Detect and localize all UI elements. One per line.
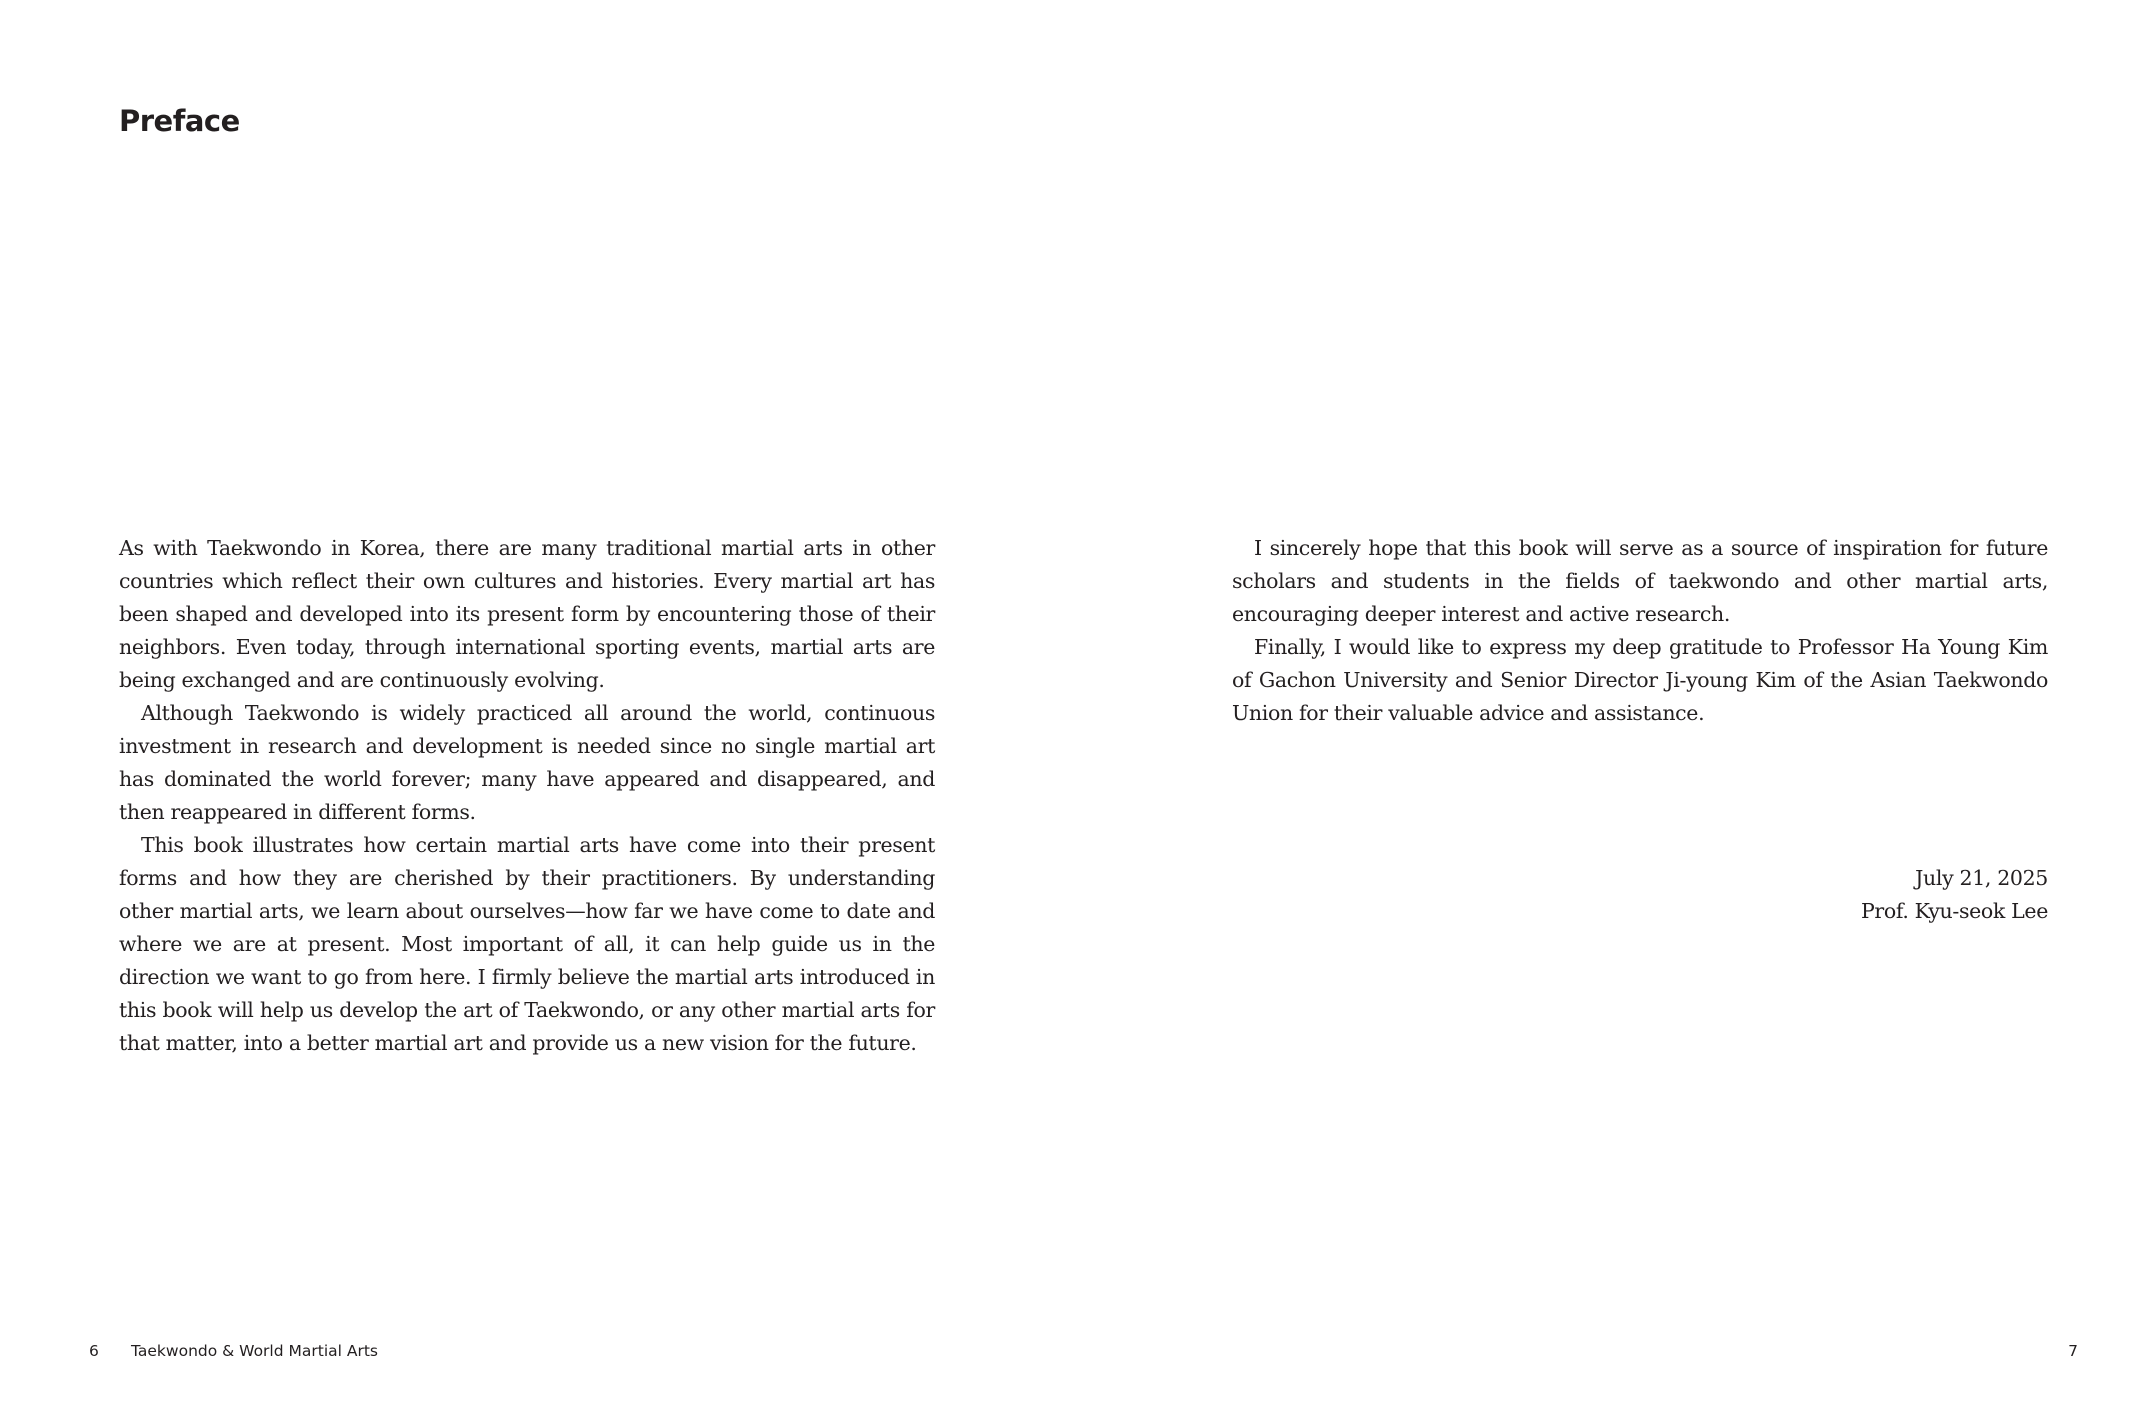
right-page-footer — [2068, 1340, 2078, 1362]
running-title: Taekwondo & World Martial Arts — [131, 1342, 378, 1360]
page-number: 6 — [89, 1342, 99, 1360]
paragraph: Finally, I would like to express my deep gratitude to Professor Ha Young Kim of Gachon University and Senior Director Ji-young Kim of the Asian Taekwondo Union for their valuable advice and assistance. — [1232, 635, 2048, 725]
paragraph: This book illustrates how certain martial arts have come into their present forms and how they are cherished by their practitioners. By understanding other martial arts, we learn about ourselves—how far we have come to date and where we are at present. Most important of all, it can help guide us in the direction we want to go from here. I firmly believe the martial arts introduced in this book will help us develop the art of Taekwondo, or any other martial arts for that matter, into a better martial art and provide us a new vision for the future. — [119, 833, 935, 1055]
left-page-footer — [89, 1340, 378, 1362]
preface-body-left — [119, 532, 935, 1060]
signature-block — [1861, 862, 2048, 928]
paragraph: Although Taekwondo is widely practiced all around the world, continuous investment in research and development is needed since no single martial art has dominated the world forever; many have appeared and disappeared, and then reappeared in different forms. — [119, 701, 935, 824]
page-title: Preface — [119, 104, 240, 138]
paragraph: I sincerely hope that this book will serve as a source of inspiration for future scholars and students in the fields of taekwondo and other martial arts, encouraging deeper interest and active research. — [1232, 536, 2048, 626]
page-number: 7 — [2068, 1342, 2078, 1360]
right-page — [1075, 0, 2150, 1418]
signature-author: Prof. Kyu-seok Lee — [1860, 899, 2048, 923]
paragraph: As with Taekwondo in Korea, there are many traditional martial arts in other countries which reflect their own cultures and histories. Every martial art has been shaped and developed into its present form by encountering those of their neighbors. Even today, through international sporting events, martial arts are being exchanged and are continuously evolving. — [119, 536, 935, 692]
signature-date: July 21, 2025 — [1915, 866, 2048, 890]
preface-body-right — [1232, 532, 2048, 730]
